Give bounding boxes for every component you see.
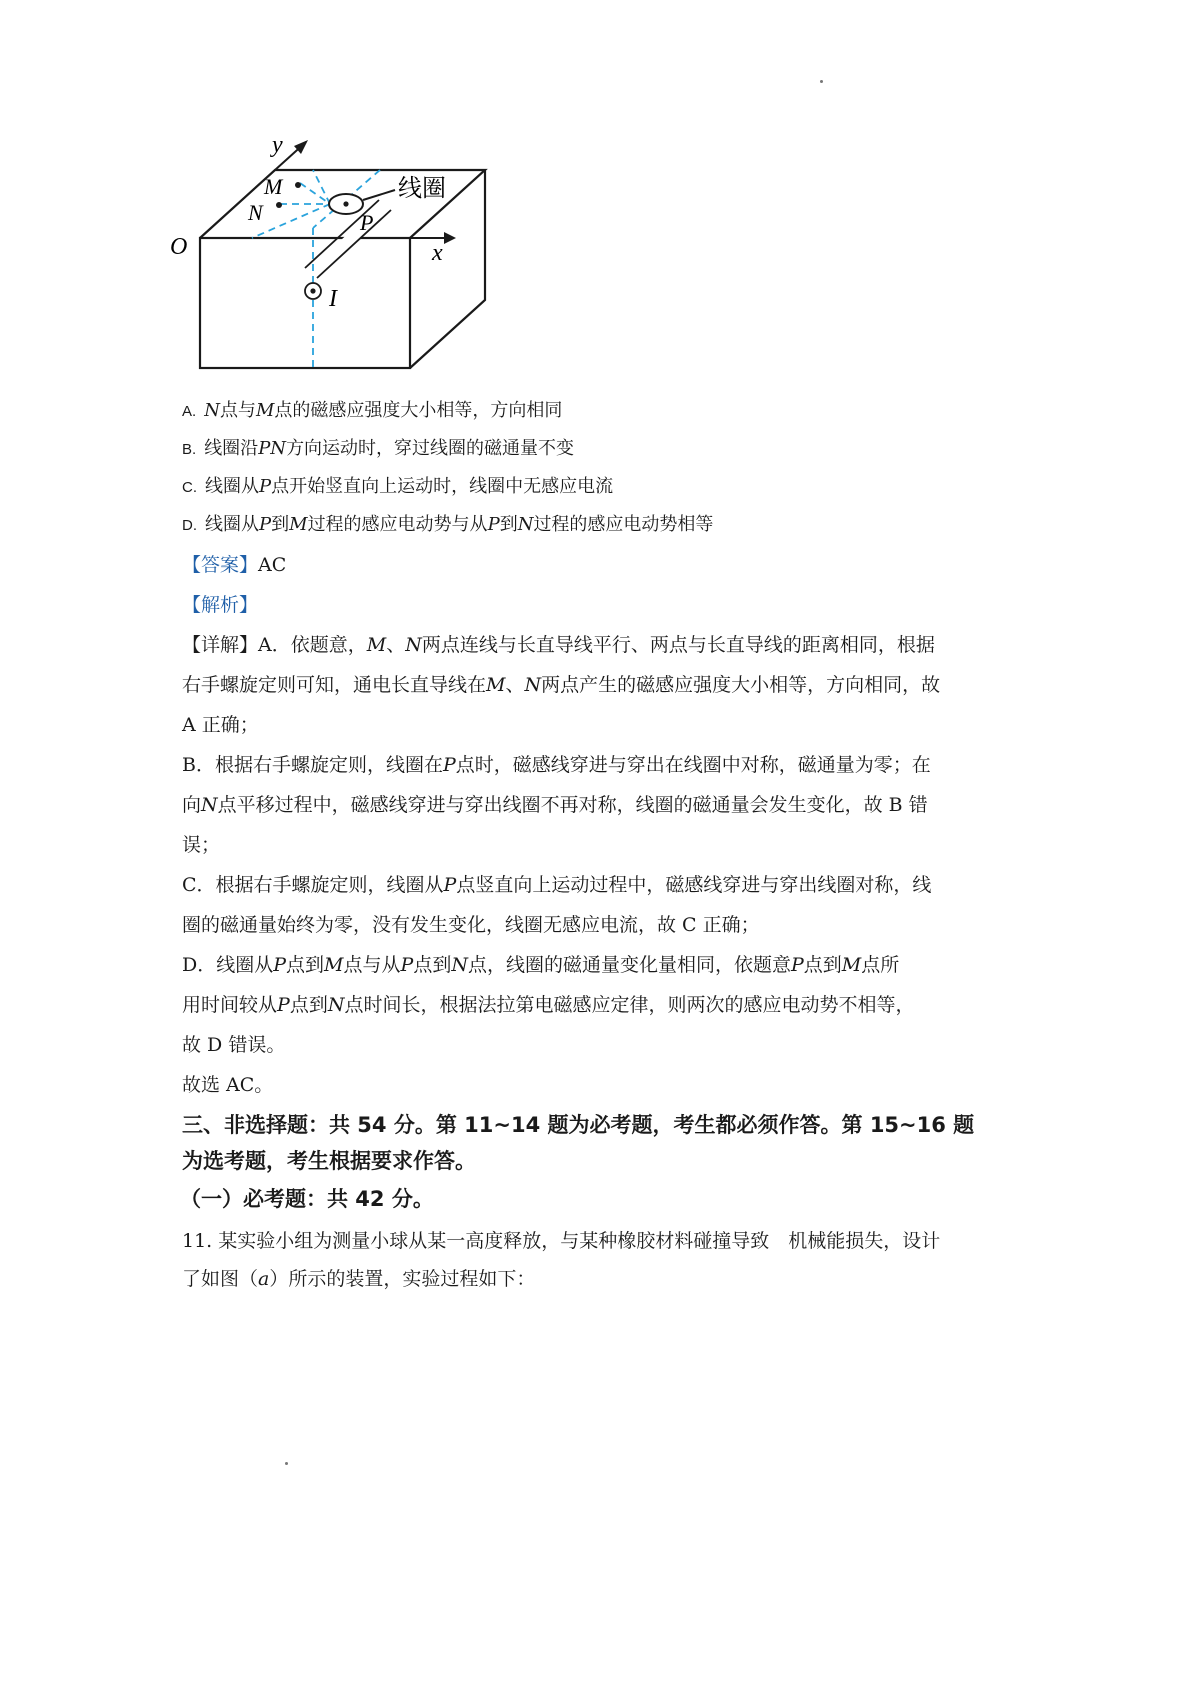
option-b: B. 线圈沿PN方向运动时，穿过线圈的磁通量不变 <box>182 438 575 459</box>
option-a: A. N点与M点的磁感应强度大小相等，方向相同 <box>182 400 563 421</box>
detail-line: C．根据右手螺旋定则，线圈从P点竖直向上运动过程中，磁感线穿进与穿出线圈对称，线 <box>182 874 932 896</box>
detail-line: 【详解】A．依题意，M、N两点连线与长直导线平行、两点与长直导线的距离相同，根据 <box>182 634 935 656</box>
label-n: N <box>248 200 263 225</box>
option-key: D. <box>182 517 197 534</box>
option-c: C. 线圈从P点开始竖直向上运动时，线圈中无感应电流 <box>182 476 614 497</box>
analysis-label: 【解析】 <box>182 594 259 616</box>
point-n <box>276 202 282 208</box>
label-coil: 线圈 <box>398 174 446 202</box>
option-key: C. <box>182 479 197 496</box>
question-11-line: 11. 某实验小组为测量小球从某一高度释放，与某种橡胶材料碰撞导致 机械能损失，设计 <box>182 1230 941 1252</box>
label-y: y <box>272 132 283 158</box>
detail-line: 故选 AC。 <box>182 1074 274 1096</box>
detail-line: D．线圈从P点到M点与从P点到N点，线圈的磁通量变化量相同，依题意P点到M点所 <box>182 954 900 976</box>
label-x: x <box>432 240 443 266</box>
detail-line: B．根据右手螺旋定则，线圈在P点时，磁感线穿进与穿出在线圈中对称，磁通量为零；在 <box>182 754 931 776</box>
section-heading: 三、非选择题：共 54 分。第 11~14 题为必考题，考生都必须作答。第 15~16 题 <box>182 1113 975 1137</box>
detail-line: 向N点平移过程中，磁感线穿进与穿出线圈不再对称，线圈的磁通量会发生变化，故 B 错 <box>182 794 928 816</box>
option-key: A. <box>182 403 197 420</box>
label-current: I <box>329 286 337 312</box>
scan-speck <box>820 80 823 83</box>
label-origin: O <box>170 234 188 260</box>
answer-value: AC <box>258 554 287 576</box>
question-11-line: 了如图（a）所示的装置，实验过程如下： <box>182 1268 536 1290</box>
section-heading: 为选考题，考生根据要求作答。 <box>182 1149 476 1173</box>
option-d: D. 线圈从P到M过程的感应电动势与从P到N过程的感应电动势相等 <box>182 514 714 535</box>
detail-line: 故 D 错误。 <box>182 1034 286 1056</box>
magnetic-field-figure <box>170 128 540 378</box>
subsection-heading: （一）必考题：共 42 分。 <box>180 1187 434 1211</box>
label-m: M <box>264 174 283 199</box>
point-m <box>295 182 301 188</box>
detail-line: 右手螺旋定则可知，通电长直导线在M、N两点产生的磁感应强度大小相等，方向相同，故 <box>182 674 941 696</box>
detail-line: A 正确； <box>182 714 259 736</box>
box-front-face <box>200 238 410 368</box>
scan-speck <box>285 1462 288 1465</box>
option-key: B. <box>182 441 197 458</box>
detail-line: 误； <box>182 834 221 856</box>
x-axis-arrow <box>444 232 456 244</box>
answer-label: 【答案】 <box>182 554 259 576</box>
detail-line: 用时间较从P点到N点时间长，根据法拉第电磁感应定律，则两次的感应电动势不相等， <box>182 994 915 1016</box>
detail-line: 圈的磁通量始终为零，没有发生变化，线圈无感应电流，故 C 正确； <box>182 914 760 936</box>
label-p: P <box>360 210 374 235</box>
answer-line <box>182 550 286 580</box>
